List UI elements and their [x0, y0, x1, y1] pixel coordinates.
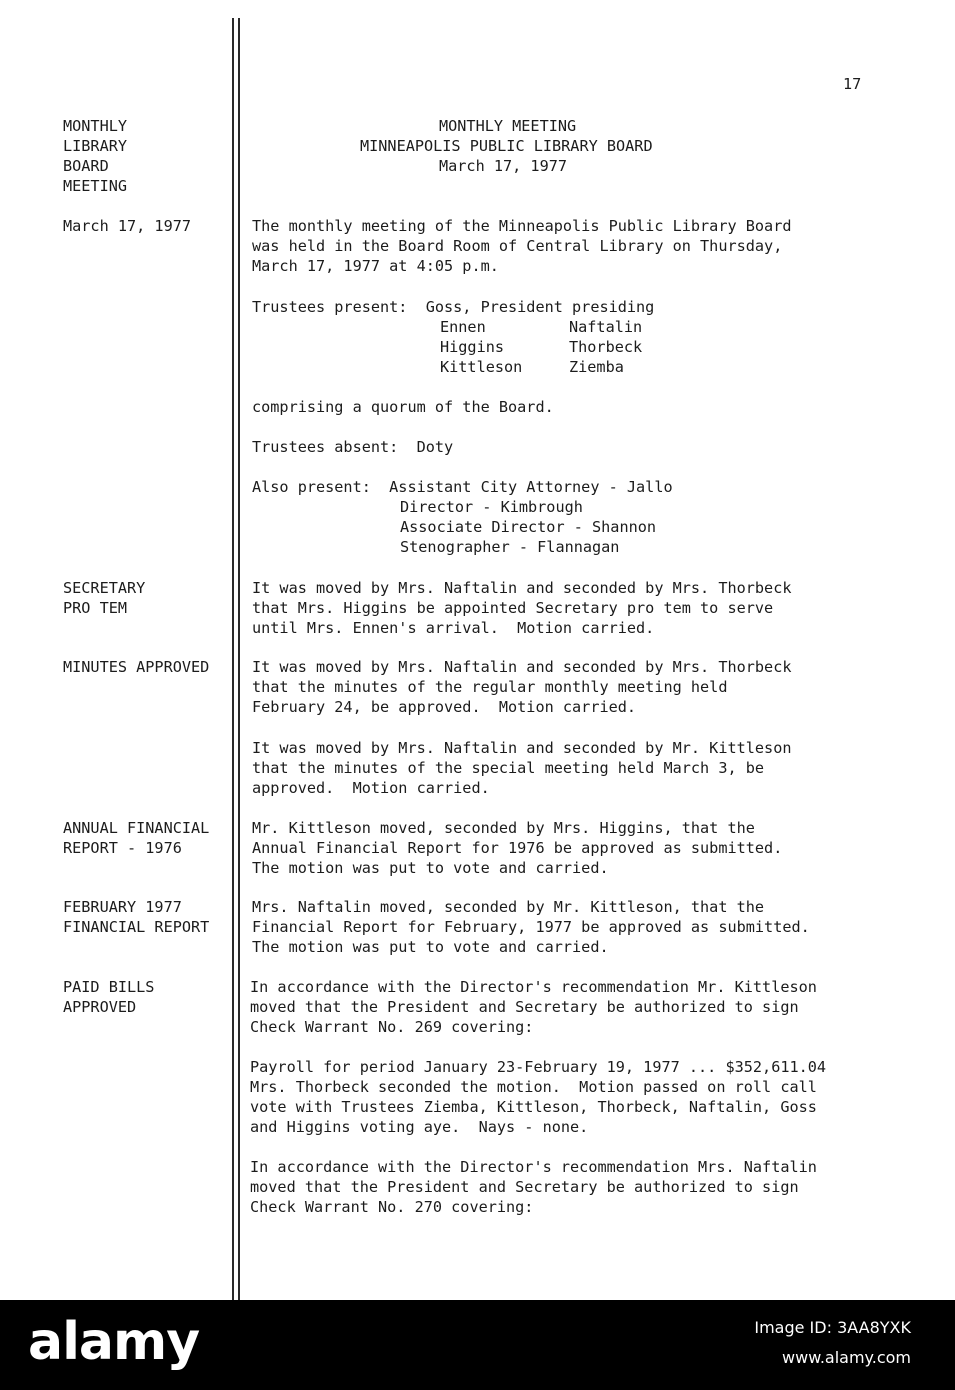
margin-note: MEETING — [63, 177, 128, 195]
body-line: It was moved by Mrs. Naftalin and seconded by Mr. Kittleson — [252, 739, 792, 757]
body-line: Trustees absent: Doty — [252, 438, 454, 456]
attendee-line: Director - Kimbrough — [400, 498, 583, 516]
body-line: and Higgins voting aye. Nays - none. — [250, 1118, 589, 1136]
body-line: March 17, 1977 at 4:05 p.m. — [252, 257, 499, 275]
body-line: In accordance with the Director's recommendation Mr. Kittleson — [250, 978, 817, 996]
trustee-name: Higgins — [440, 338, 505, 356]
body-line: Mrs. Thorbeck seconded the motion. Motion passed on roll call — [250, 1078, 817, 1096]
body-line: The monthly meeting of the Minneapolis Public Library Board — [252, 217, 792, 235]
body-line: Check Warrant No. 269 covering: — [250, 1018, 534, 1036]
margin-note: FINANCIAL REPORT — [63, 918, 210, 936]
margin-rule-left — [232, 18, 234, 1300]
margin-note: SECRETARY — [63, 579, 146, 597]
margin-note: APPROVED — [63, 998, 137, 1016]
alamy-logo: alamy — [28, 1312, 200, 1372]
trustee-name: Thorbeck — [569, 338, 643, 356]
trustee-name: Ziemba — [569, 358, 624, 376]
trustee-name: Ennen — [440, 318, 486, 336]
margin-note: MONTHLY — [63, 117, 128, 135]
body-line: comprising a quorum of the Board. — [252, 398, 554, 416]
margin-note: PRO TEM — [63, 599, 128, 617]
margin-note: MINUTES APPROVED — [63, 658, 210, 676]
watermark-bar — [0, 1300, 955, 1390]
trustee-name: Kittleson — [440, 358, 523, 376]
body-line: Financial Report for February, 1977 be approved as submitted. — [252, 918, 810, 936]
margin-note: PAID BILLS — [63, 978, 155, 996]
heading-org: MINNEAPOLIS PUBLIC LIBRARY BOARD — [360, 137, 653, 155]
margin-rule-right — [238, 18, 240, 1300]
body-line: Check Warrant No. 270 covering: — [250, 1198, 534, 1216]
body-line: It was moved by Mrs. Naftalin and seconded by Mrs. Thorbeck — [252, 658, 792, 676]
body-line: The motion was put to vote and carried. — [252, 938, 609, 956]
body-line: It was moved by Mrs. Naftalin and seconded by Mrs. Thorbeck — [252, 579, 792, 597]
body-line: The motion was put to vote and carried. — [252, 859, 609, 877]
trustee-name: Naftalin — [569, 318, 643, 336]
image-id: Image ID: 3AA8YXK — [754, 1318, 911, 1337]
body-line: Trustees present: Goss, President presiding — [252, 298, 655, 316]
body-line: February 24, be approved. Motion carried. — [252, 698, 637, 716]
attendee-line: Stenographer - Flannagan — [400, 538, 620, 556]
body-line: Mrs. Naftalin moved, seconded by Mr. Kittleson, that the — [252, 898, 765, 916]
margin-note: FEBRUARY 1977 — [63, 898, 182, 916]
margin-note-date: March 17, 1977 — [63, 217, 192, 235]
page-number: 17 — [843, 75, 862, 93]
body-line: vote with Trustees Ziemba, Kittleson, Thorbeck, Naftalin, Goss — [250, 1098, 817, 1116]
heading-title: MONTHLY MEETING — [439, 117, 577, 135]
margin-note: ANNUAL FINANCIAL — [63, 819, 210, 837]
body-line: moved that the President and Secretary be authorized to sign — [250, 1178, 799, 1196]
margin-note: LIBRARY — [63, 137, 128, 155]
body-line: that the minutes of the regular monthly meeting held — [252, 678, 728, 696]
body-line: In accordance with the Director's recommendation Mrs. Naftalin — [250, 1158, 817, 1176]
body-line: Also present: Assistant City Attorney - Jallo — [252, 478, 673, 496]
attendee-line: Associate Director - Shannon — [400, 518, 657, 536]
body-line: that the minutes of the special meeting held March 3, be — [252, 759, 765, 777]
body-line: until Mrs. Ennen's arrival. Motion carried. — [252, 619, 655, 637]
margin-note: REPORT - 1976 — [63, 839, 182, 857]
site-url: www.alamy.com — [782, 1348, 911, 1367]
body-line: Mr. Kittleson moved, seconded by Mrs. Higgins, that the — [252, 819, 755, 837]
body-line: that Mrs. Higgins be appointed Secretary pro tem to serve — [252, 599, 774, 617]
body-line: approved. Motion carried. — [252, 779, 490, 797]
heading-date: March 17, 1977 — [439, 157, 568, 175]
body-line: Payroll for period January 23-February 19, 1977 ... $352,611.04 — [250, 1058, 827, 1076]
body-line: moved that the President and Secretary be authorized to sign — [250, 998, 799, 1016]
body-line: Annual Financial Report for 1976 be approved as submitted. — [252, 839, 783, 857]
margin-note: BOARD — [63, 157, 109, 175]
body-line: was held in the Board Room of Central Library on Thursday, — [252, 237, 783, 255]
